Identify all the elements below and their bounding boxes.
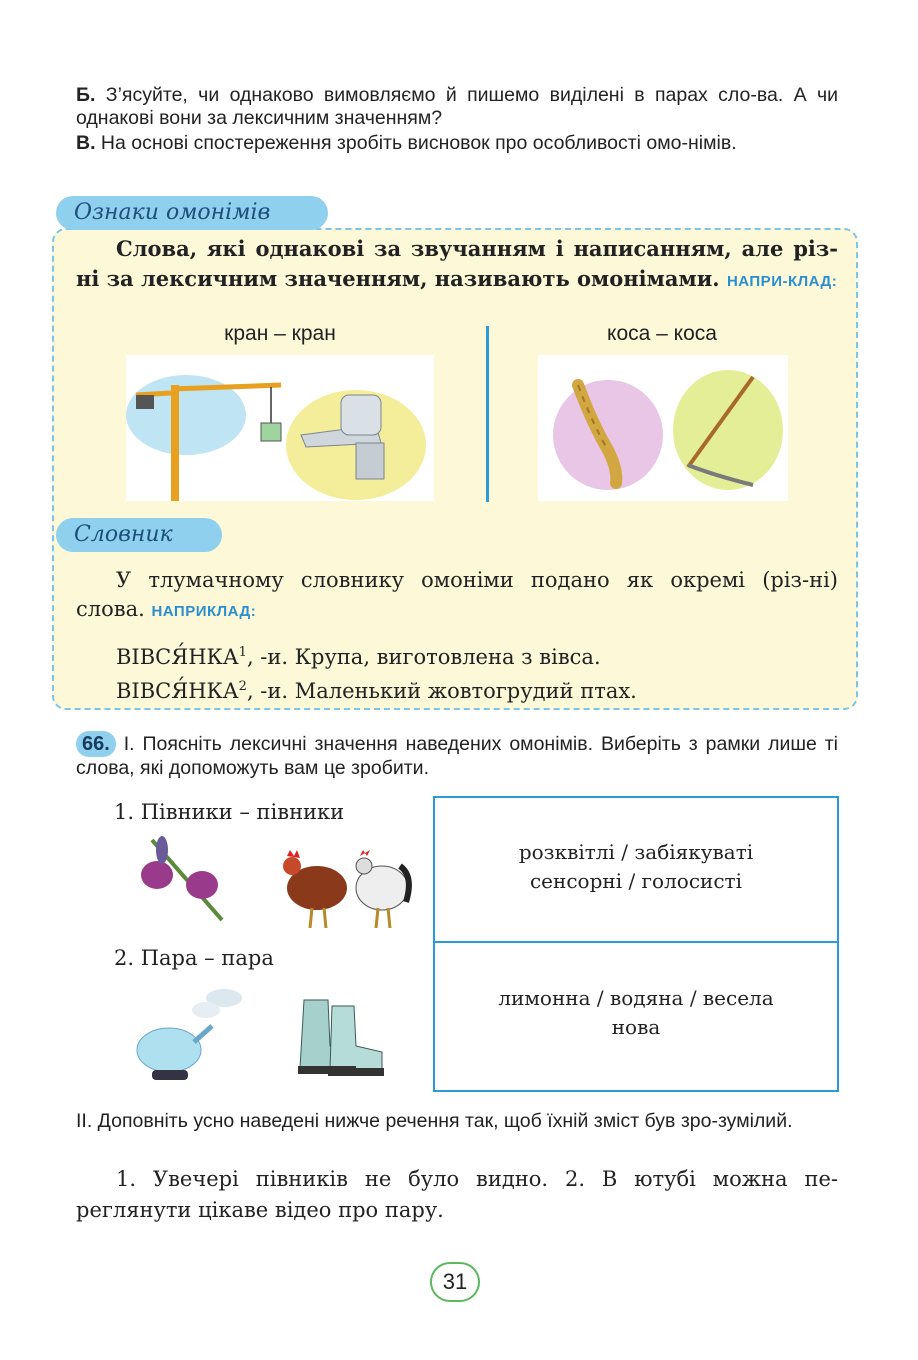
intro-b — [76, 84, 838, 130]
intro-b-marker: Б. — [76, 84, 96, 106]
word-box-divider — [435, 941, 837, 943]
dict-entry-2-rest: , -и. Маленький жовтогрудий птах. — [246, 679, 637, 703]
intro-v-text: На основі спостереження зробіть висновок про особливості омо-німів. — [100, 132, 737, 154]
rule-definition — [76, 234, 838, 297]
dict-title: Словник — [56, 518, 222, 552]
word-box-cell-2 — [435, 984, 837, 1042]
exercise-task-1 — [76, 731, 838, 780]
iris-image — [132, 830, 232, 926]
exercise-task-1-text: І. Поясніть лексичні значення наведених омонімів. Виберіть з рамки лише ті слова, які допоможуть вам це зробити. — [76, 733, 838, 779]
intro-v — [76, 132, 838, 155]
exercise-number: 66. — [76, 731, 116, 757]
exercise-item-2: 2. Пара – пара — [114, 946, 274, 970]
crane-faucet-image — [126, 355, 434, 501]
word-box-cell-1 — [435, 838, 837, 896]
word-box-2-line-1: лимонна / водяна / весела — [498, 986, 774, 1010]
dict-entry-2-sup: 2 — [238, 679, 247, 694]
exercise-item-1: 1. Півники – півники — [114, 800, 345, 824]
kettle-image — [124, 984, 250, 1082]
dict-entry-1-sup: 1 — [238, 645, 247, 660]
rule-example-label: НАПРИ-КЛАД: — [726, 273, 838, 290]
intro-b-text: З’ясуйте, чи однаково вимовляємо й пишемо виділені в парах сло-ва. А чи однакові вони за лексичним значенням? — [76, 84, 839, 129]
exercise-task-2: ІІ. Доповніть усно наведені нижче речення так, щоб їхній зміст був зро-зумілий. — [76, 1110, 793, 1132]
dict-entry-2 — [116, 670, 637, 708]
word-box-1-line-2: сенсорні / голосисті — [529, 869, 743, 893]
exercise-sentences: 1. Увечері півників не було видно. 2. В ютубі можна пе-реглянути цікаве відео про пару. — [76, 1167, 838, 1222]
rule-box-title: Ознаки омонімів — [56, 196, 328, 230]
rule-definition-text: Слова, які однакові за звучанням і написанням, але різ-ні за лексичним значенням, називають омонімами. — [76, 236, 838, 291]
braid-scythe-image — [538, 355, 788, 501]
intro-v-marker: В. — [76, 132, 96, 154]
roosters-image — [272, 846, 418, 928]
dict-entry-1-word: ВІВСЯ́НКА — [116, 645, 239, 669]
pair-divider — [486, 326, 489, 502]
dict-text-body: У тлумачному словнику омоніми подано як окремі (різ-ні) слова. — [76, 568, 838, 621]
word-box-2-line-2: нова — [611, 1015, 661, 1039]
pair1-caption: кран – кран — [224, 322, 336, 345]
word-box-1-line-1: розквітлі / забіякуваті — [518, 840, 754, 864]
dict-text — [76, 566, 838, 626]
dict-example-label: НАПРИКЛАД: — [151, 603, 257, 620]
dict-entry-1 — [116, 636, 601, 674]
boots-image — [294, 990, 386, 1080]
dict-entry-1-rest: , -и. Крупа, виготовлена з вівса. — [246, 645, 601, 669]
word-box — [433, 796, 839, 1092]
pair2-caption: коса – коса — [607, 322, 717, 345]
page-number: 31 — [430, 1262, 480, 1302]
dict-entry-2-word: ВІВСЯ́НКА — [116, 679, 239, 703]
